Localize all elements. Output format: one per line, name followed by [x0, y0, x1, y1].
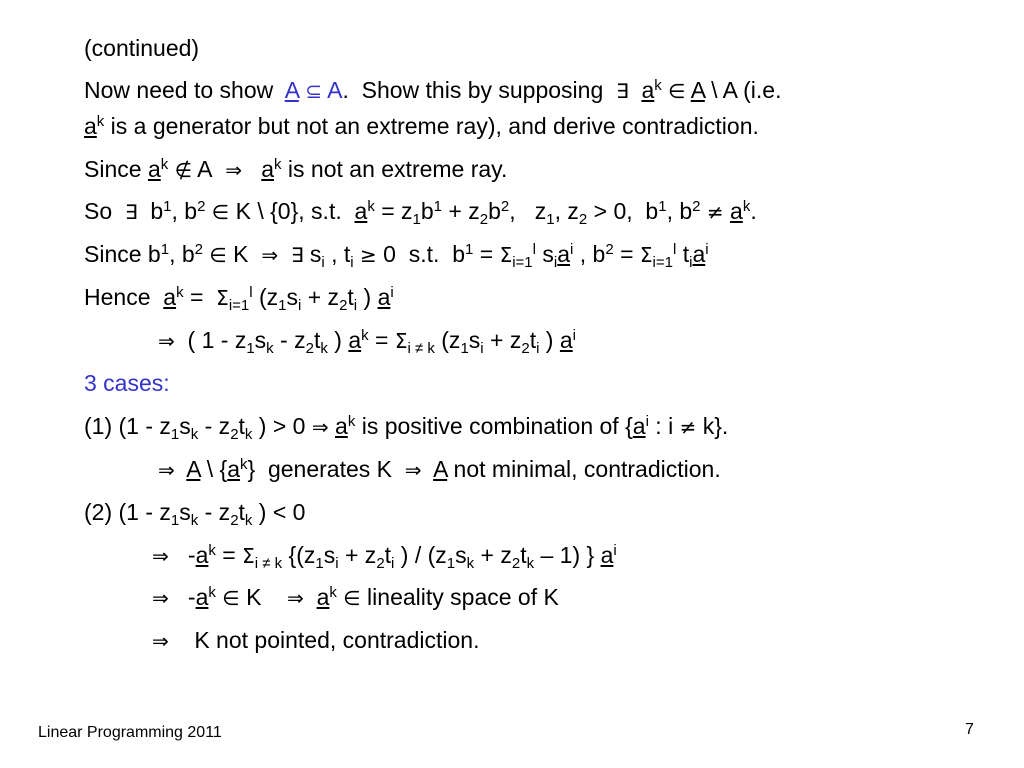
line-implies-combination: ⇒ ( $1 - z_1s_k - z_2t_k$ ) $a^k = \Sigma_{i \ne k}$ ($z_1s_i + z_2t_i$ ) $a^i$	[158, 327, 577, 357]
line-since-in-k: Since $b^1$, $b^2$ ∈ K ⇒ ∃ $s_i$ , $t_i \ge 0$ s.t. $b^1 = \Sigma_{i=1}^l$ $s_ia^i$ , $b^2 = \Sigma_{i=1}^l$ $t_ia^i$	[84, 241, 709, 271]
line-hence: Hence $a^k = \Sigma_{i=1}^l$ ($z_1s_i + z_2t_i$ ) $a^i$	[84, 284, 394, 314]
line-continued	[84, 34, 199, 62]
line-case-2: (2) ($1 - z_1s_k - z_2t_k$ ) < 0	[84, 499, 306, 529]
line-so-exists: So ∃ $b^1$, $b^2$ ∈ K \ {0}, s.t. $a^k = z_1b^1 + z_2b^2$, $z_1$, $z_2 > 0$, $b^1$, $b^2 \ne a^k$.	[84, 198, 757, 228]
line-case-2-step-1: ⇒ $-a^k = \Sigma_{i \ne k}$ {($z_1s_i + z_2t_i$ ) / $(z_1s_k + z_2t_k - 1)$ } $a^i$	[152, 542, 617, 572]
line-generator: $a^k$ is a generator but not an extreme ray), and derive contradiction.	[84, 113, 759, 139]
page-number: 7	[965, 721, 974, 738]
line-case-1: (1) ($1 - z_1s_k - z_2t_k$ ) > 0 ⇒ $a^k$ is positive combination of {$a^i$ : i ≠ k}.	[84, 413, 729, 443]
line-need-to-show: Now need to show A ⊆ A. Show this by supposing ∃ $a^k$ ∈ A \ A (i.e.	[84, 77, 782, 103]
line-8-text: 3 cases:	[84, 370, 170, 396]
line-since-not-in: Since $a^k$ ∉ A ⇒ $a^k$ is not an extreme ray.	[84, 156, 508, 182]
line-case-2-conclusion: ⇒ K not pointed, contradiction.	[152, 627, 480, 653]
line-case-2-step-2: ⇒ $-a^k$ ∈ K ⇒ $a^k$ ∈ lineality space of K	[152, 584, 559, 610]
footer-title: Linear Programming 2011	[38, 724, 222, 741]
line-0-text: (continued)	[84, 35, 200, 61]
line-three-cases	[84, 369, 170, 397]
line-case-1-conclusion: ⇒ A \ $\{a^k\}$ generates K ⇒ A not minimal, contradiction.	[158, 456, 721, 482]
